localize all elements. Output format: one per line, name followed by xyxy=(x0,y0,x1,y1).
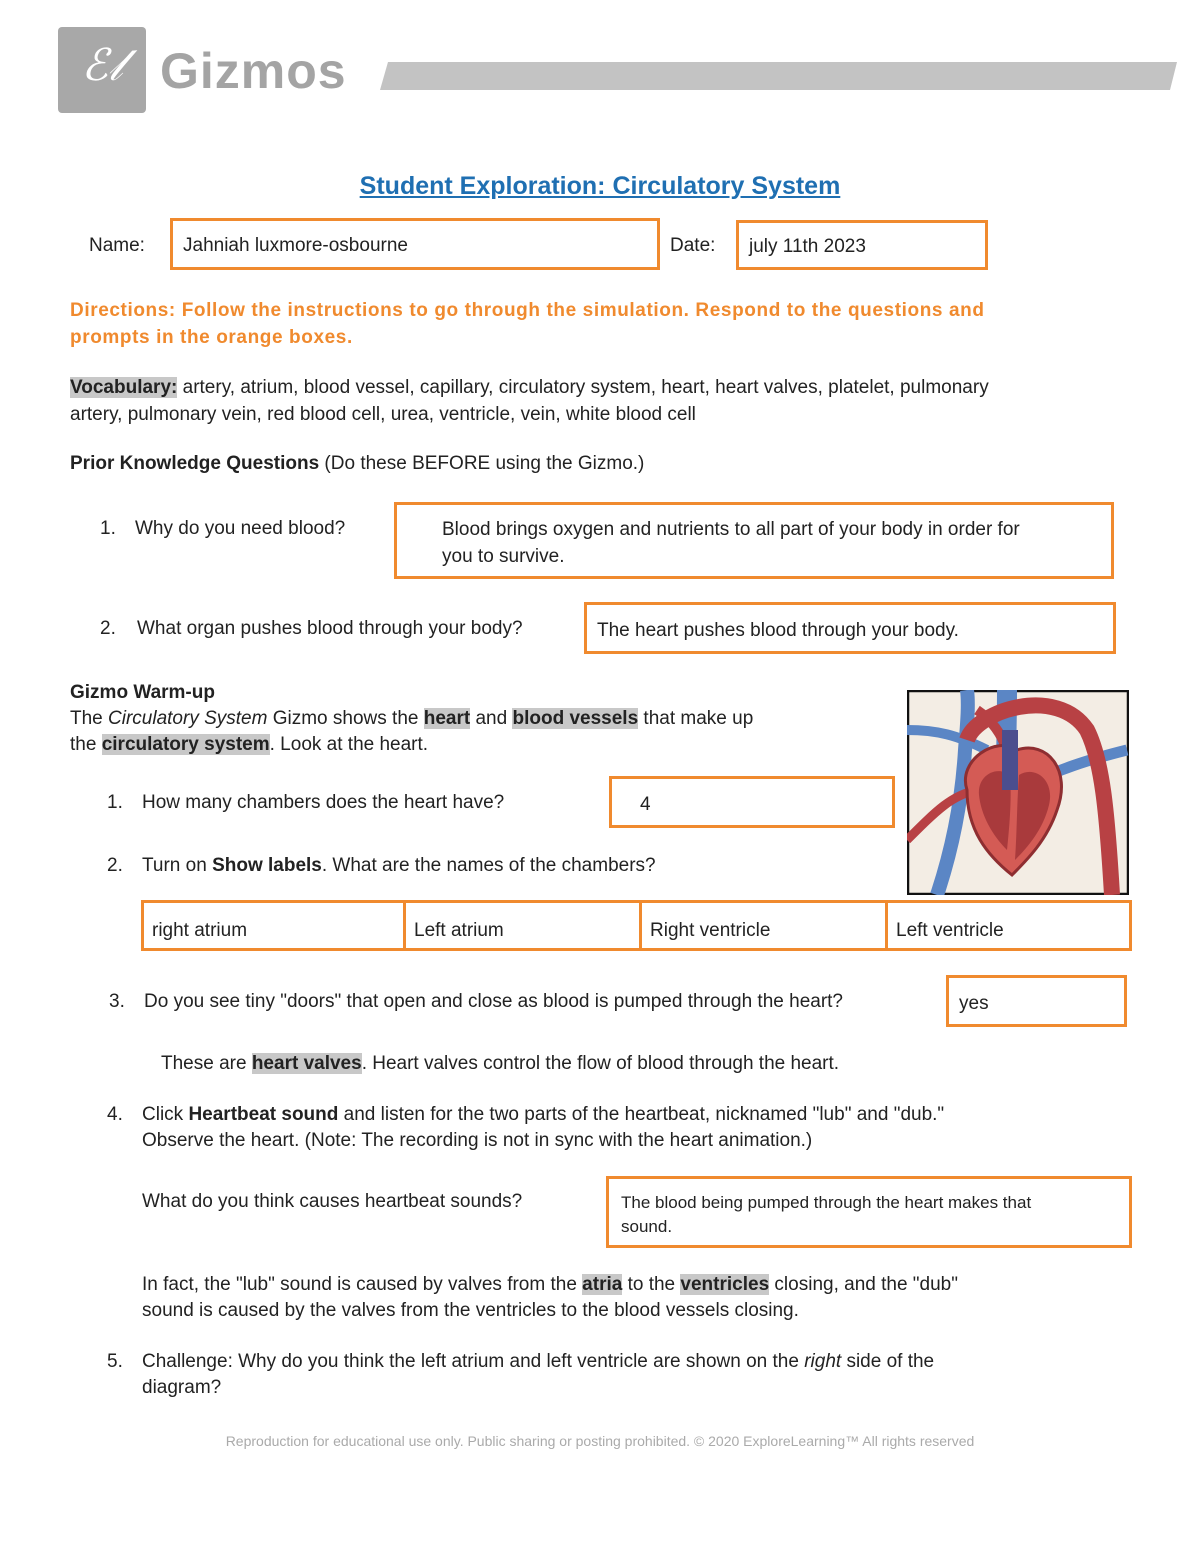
warmup-q5-line-2: diagram? xyxy=(142,1377,222,1398)
name-label: Name: xyxy=(89,235,145,256)
term-blood-vessels: blood vessels xyxy=(512,708,639,729)
prior-q2-text: What organ pushes blood through your body? xyxy=(137,618,523,639)
heart-valves-note xyxy=(161,1050,839,1077)
warmup-q2-post: . What are the names of the chambers? xyxy=(321,855,656,876)
intro-and: and xyxy=(470,708,513,729)
warmup-q4-question: What do you think causes heartbeat sounds? xyxy=(142,1191,523,1212)
valves-note-post: . Heart valves control the flow of blood through the heart. xyxy=(361,1053,840,1074)
date-value: july 11th 2023 xyxy=(749,236,866,257)
valves-note-pre: These are xyxy=(161,1053,252,1074)
warmup-q4-line-2: Observe the heart. (Note: The recording is not in sync with the heart animation.) xyxy=(142,1130,813,1151)
prior-heading-bold: Prior Knowledge Questions xyxy=(70,453,320,474)
chamber-cell-1[interactable] xyxy=(144,903,403,948)
show-labels-term: Show labels xyxy=(212,855,322,876)
date-field[interactable] xyxy=(736,220,988,270)
warmup-q4-answer-line-1: The blood being pumped through the heart makes that xyxy=(621,1193,1032,1212)
warmup-q4-post: and listen for the two parts of the heartbeat, nicknamed "lub" and "dub." xyxy=(338,1104,945,1125)
intro-the: The xyxy=(70,708,109,729)
warmup-q5-line-1 xyxy=(142,1348,934,1375)
warmup-q2-text xyxy=(142,852,656,879)
name-value: Jahniah luxmore-osbourne xyxy=(183,235,408,256)
term-atria: atria xyxy=(582,1274,623,1295)
name-field[interactable] xyxy=(170,218,660,270)
warmup-q3-text: Do you see tiny "doors" that open and close as blood is pumped through the heart? xyxy=(144,991,844,1012)
warmup-q4-answer-box[interactable] xyxy=(606,1176,1132,1248)
vocabulary-label: Vocabulary: xyxy=(70,377,178,398)
term-circulatory-system: circulatory system xyxy=(101,734,270,755)
chamber-name-1: right atrium xyxy=(152,920,248,941)
chamber-name-4: Left ventricle xyxy=(896,920,1004,941)
prior-q1-number: 1. xyxy=(100,518,116,539)
intro-shows: Gizmo shows the xyxy=(267,708,424,729)
fact-pre: In fact, the "lub" sound is caused by valves from the xyxy=(142,1274,583,1295)
warmup-q3-answer: yes xyxy=(959,993,989,1014)
warmup-q1-number: 1. xyxy=(107,792,123,813)
warmup-q4-number: 4. xyxy=(107,1104,123,1125)
fact-mid: to the xyxy=(622,1274,681,1295)
brand-name: Gizmos xyxy=(160,43,347,99)
warmup-q1-text: How many chambers does the heart have? xyxy=(142,792,505,813)
term-ventricles: ventricles xyxy=(680,1274,770,1295)
lub-dub-fact-line-2: sound is caused by the valves from the ventricles to the blood vessels closing. xyxy=(142,1300,799,1321)
vocabulary-terms-1: artery, atrium, blood vessel, capillary, circulatory system, heart, heart valves, platelet, pulmonary xyxy=(177,377,989,398)
header-bar xyxy=(380,62,1180,90)
warmup-q5-pre: Challenge: Why do you think the left atrium and left ventricle are shown on the xyxy=(142,1351,805,1372)
warmup-q2-number: 2. xyxy=(107,855,123,876)
term-heart-valves: heart valves xyxy=(251,1053,362,1074)
chamber-name-3: Right ventricle xyxy=(650,920,771,941)
prior-knowledge-heading xyxy=(70,450,644,477)
warmup-q1-answer-box[interactable] xyxy=(609,776,895,828)
copyright-footer: Reproduction for educational use only. Public sharing or posting prohibited. © 2020 ExploreLearning™ All rights reserved xyxy=(225,1433,975,1449)
warmup-q3-answer-box[interactable] xyxy=(946,975,1127,1027)
prior-q2-answer-box[interactable] xyxy=(584,602,1116,654)
heartbeat-sound-term: Heartbeat sound xyxy=(188,1104,339,1125)
warmup-q1-answer: 4 xyxy=(640,794,651,815)
warmup-q4-pre: Click xyxy=(142,1104,189,1125)
date-label: Date: xyxy=(670,235,716,256)
directions-line-2: prompts in the orange boxes. xyxy=(70,327,353,348)
prior-q1-answer-line-1: Blood brings oxygen and nutrients to all part of your body in order for xyxy=(442,519,1020,540)
intro-look: . Look at the heart. xyxy=(269,734,429,755)
chamber-cell-3[interactable] xyxy=(639,903,885,948)
pulmonary-trunk-shape xyxy=(1002,730,1018,790)
page-title: Student Exploration: Circulatory System xyxy=(359,172,841,200)
warmup-q2-pre: Turn on xyxy=(142,855,213,876)
warmup-q5-number: 5. xyxy=(107,1351,123,1372)
chamber-names-table xyxy=(141,900,1132,951)
intro-the-2: the xyxy=(70,734,102,755)
warmup-intro-line-1 xyxy=(70,705,753,732)
heart-illustration xyxy=(907,690,1129,895)
logo-glyph: ℰ𝓁 xyxy=(81,40,123,91)
prior-q1-answer-line-2: you to survive. xyxy=(442,546,565,567)
warmup-q3-number: 3. xyxy=(109,991,125,1012)
chamber-name-2: Left atrium xyxy=(414,920,504,941)
prior-q2-number: 2. xyxy=(100,618,116,639)
intro-gizmo-name: Circulatory System xyxy=(108,708,268,729)
vocabulary-line-1 xyxy=(70,374,989,401)
chamber-cell-2[interactable] xyxy=(403,903,639,948)
intro-make-up: that make up xyxy=(638,708,754,729)
directions-line-1: Directions: Follow the instructions to go through the simulation. Respond to the questions and xyxy=(70,300,985,321)
lub-dub-fact-line-1 xyxy=(142,1271,958,1298)
prior-q1-text: Why do you need blood? xyxy=(135,518,346,539)
warmup-q4-line-1 xyxy=(142,1101,944,1128)
prior-q2-answer: The heart pushes blood through your body. xyxy=(597,620,959,641)
prior-heading-note: (Do these BEFORE using the Gizmo.) xyxy=(319,453,645,474)
warmup-intro-line-2 xyxy=(70,731,428,758)
chamber-cell-4[interactable] xyxy=(885,903,1129,948)
vocabulary-line-2: artery, pulmonary vein, red blood cell, urea, ventricle, vein, white blood cell xyxy=(70,404,696,425)
warmup-q5-post: side of the xyxy=(841,1351,935,1372)
term-heart: heart xyxy=(423,708,471,729)
warmup-q4-answer-line-2: sound. xyxy=(621,1217,673,1236)
fact-post: closing, and the "dub" xyxy=(769,1274,958,1295)
warmup-heading: Gizmo Warm-up xyxy=(70,682,215,703)
prior-q1-answer-box[interactable] xyxy=(394,502,1114,579)
warmup-q5-italic: right xyxy=(804,1351,842,1372)
